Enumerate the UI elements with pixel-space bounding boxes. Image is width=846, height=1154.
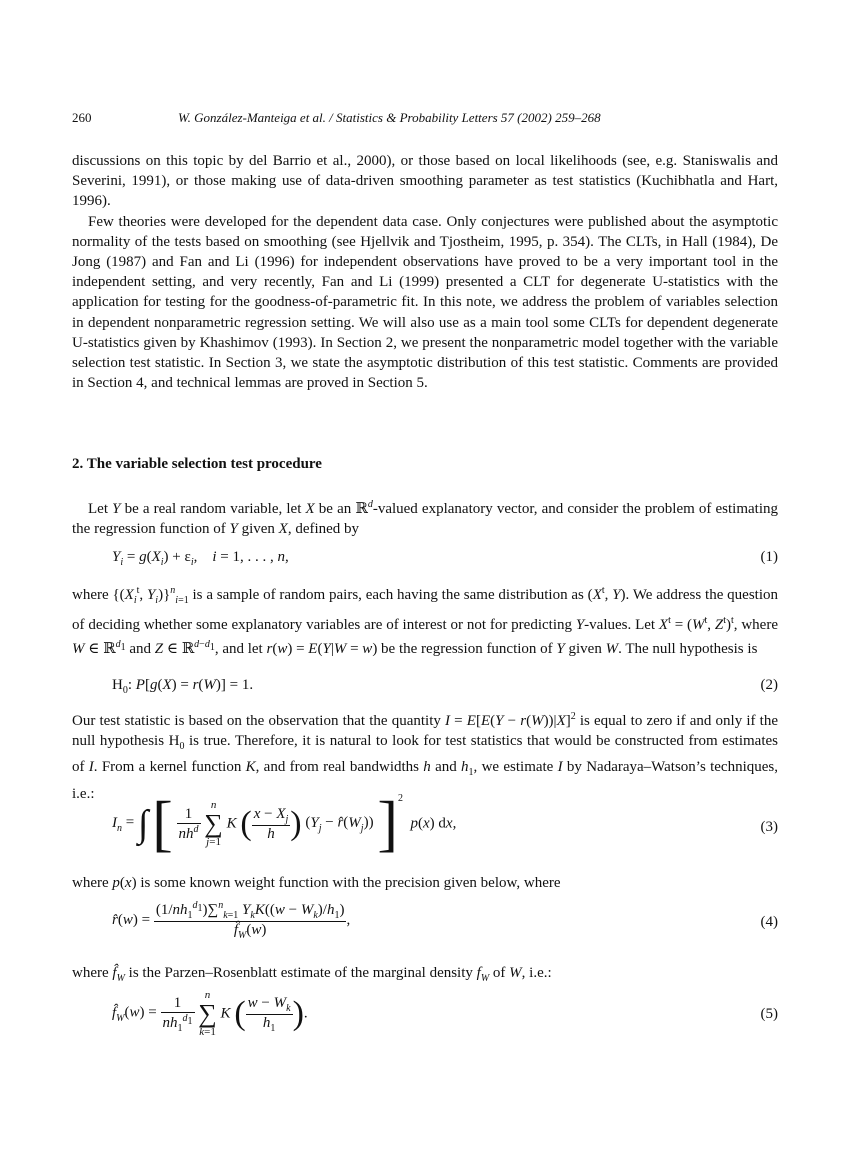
equation-4: r̂(w) = $\frac{(1/nh_1^{d_1})\sum^n_{k=1} Y_kK((w - W_k)/h_1)}{f̂_W(w)}$ , (4) [112, 900, 778, 941]
equation-3: $I_n$ = ∫ [ $\frac{1}{nh^d}$ n ∑ j=1 K ( $\frac{x - X_j}{h}$ ) ($Y_j$ − $r̂(W_j)$) ]$^2$ p(x) dx, (3) [112, 790, 778, 858]
equation-number-3: (3) [760, 819, 778, 835]
paragraph-4: where {($X_i^t$, $Y_i)\}^n_{i=1}$ is a sample of random pairs, each having the same distribution as ($X^t$, Y). We address the question of deciding whether some explanatory variables are of interest or not for predicting Y-values. Let $X^t = (W^t$, $Z^t)^t$, where W ∈ ℝ$^{d_1}$ and Z ∈ ℝ$^{d-d_1}$, and let r(w) = E(Y|W = w) be the regression function of Y given W. The null hypothesis is [72, 585, 779, 658]
paragraph-7: where $f̂_W$ is the Parzen–Rosenblatt estimate of the marginal density $f_W$ of W, i.e.: [72, 965, 552, 984]
equation-2: $H_0$: P[g(X) = r(W)] = 1. (2) [112, 677, 778, 696]
paragraph-6: where p(x) is some known weight function with the precision given below, where [72, 875, 561, 891]
paragraph-5: Our test statistic is based on the observation that the quantity $I = E[E(Y - r(W))|X]^2$ is equal to zero if and only if the null hypothesis $H_0$ is true. Therefore, it is natural to look for test statistics that would be constructed from estimates of I. From a kernel function K, and from real bandwidths h and $h_1$, we estimate I by Nadaraya–Watson’s techniques, i.e.: [72, 711, 778, 802]
body-text-top [72, 151, 778, 393]
equation-number-5: (5) [760, 1006, 778, 1022]
paragraph-3: Let Y be a real random variable, let X be an ℝ$^d$-valued explanatory vector, and consider the problem of estimating the regression function of Y given X, defined by [72, 499, 778, 538]
running-title: W. González-Manteiga et al. / Statistics & Probability Letters 57 (2002) 259–268 [178, 110, 601, 125]
page-number: 260 [72, 110, 92, 125]
equation-1: $Y_i = g(X_i) + \varepsilon_i$, i = 1, . . . , n, (1) [112, 549, 778, 568]
paragraph-1: discussions on this topic by del Barrio et al., 2000), or those based on local likelihoods (see, e.g. Staniswalis and Severini, 1991), or those making use of data-driven smoothing parameter as test statistics (Kuchibhatla and Hart, 1996). [72, 153, 778, 210]
equation-number-4: (4) [760, 914, 778, 930]
equation-number-2: (2) [760, 677, 778, 693]
equation-number-1: (1) [760, 549, 778, 565]
section-heading: 2. The variable selection test procedure [72, 456, 322, 472]
equation-5: $f̂_W(w)$ = $\frac{1}{nh_1^{d_1}}$ n ∑ k=1 K ( $\frac{w - W_k}{h_1}$ ). (5) [112, 989, 778, 1038]
paragraph-2: Few theories were developed for the dependent data case. Only conjectures were published about the asymptotic normality of the tests based on smoothing (see Hjellvik and Tjostheim, 1995, p. 354). The CLTs, in Hall (1984), De Jong (1987) and Fan and Li (1996) for independent observations have proved to be a very important tool in the independent setting, and very recently, Fan and Li (1999) presented a CLT for degenerate U-statistics with the application for testing for the goodness-of-parametric fit. In this note, we address the problem of variables selection in dependent nonparametric regression setting. We will also use as a main tool some CLTs for dependent degenerate U-statistics given by Khashimov (1993). In Section 2, we present the nonparametric model together with the variable selection test statistic. In Section 3, we state the asymptotic distribution of this test statistic. Comments are provided in Section 4, and technical lemmas are proved in Section 5. [72, 213, 778, 392]
